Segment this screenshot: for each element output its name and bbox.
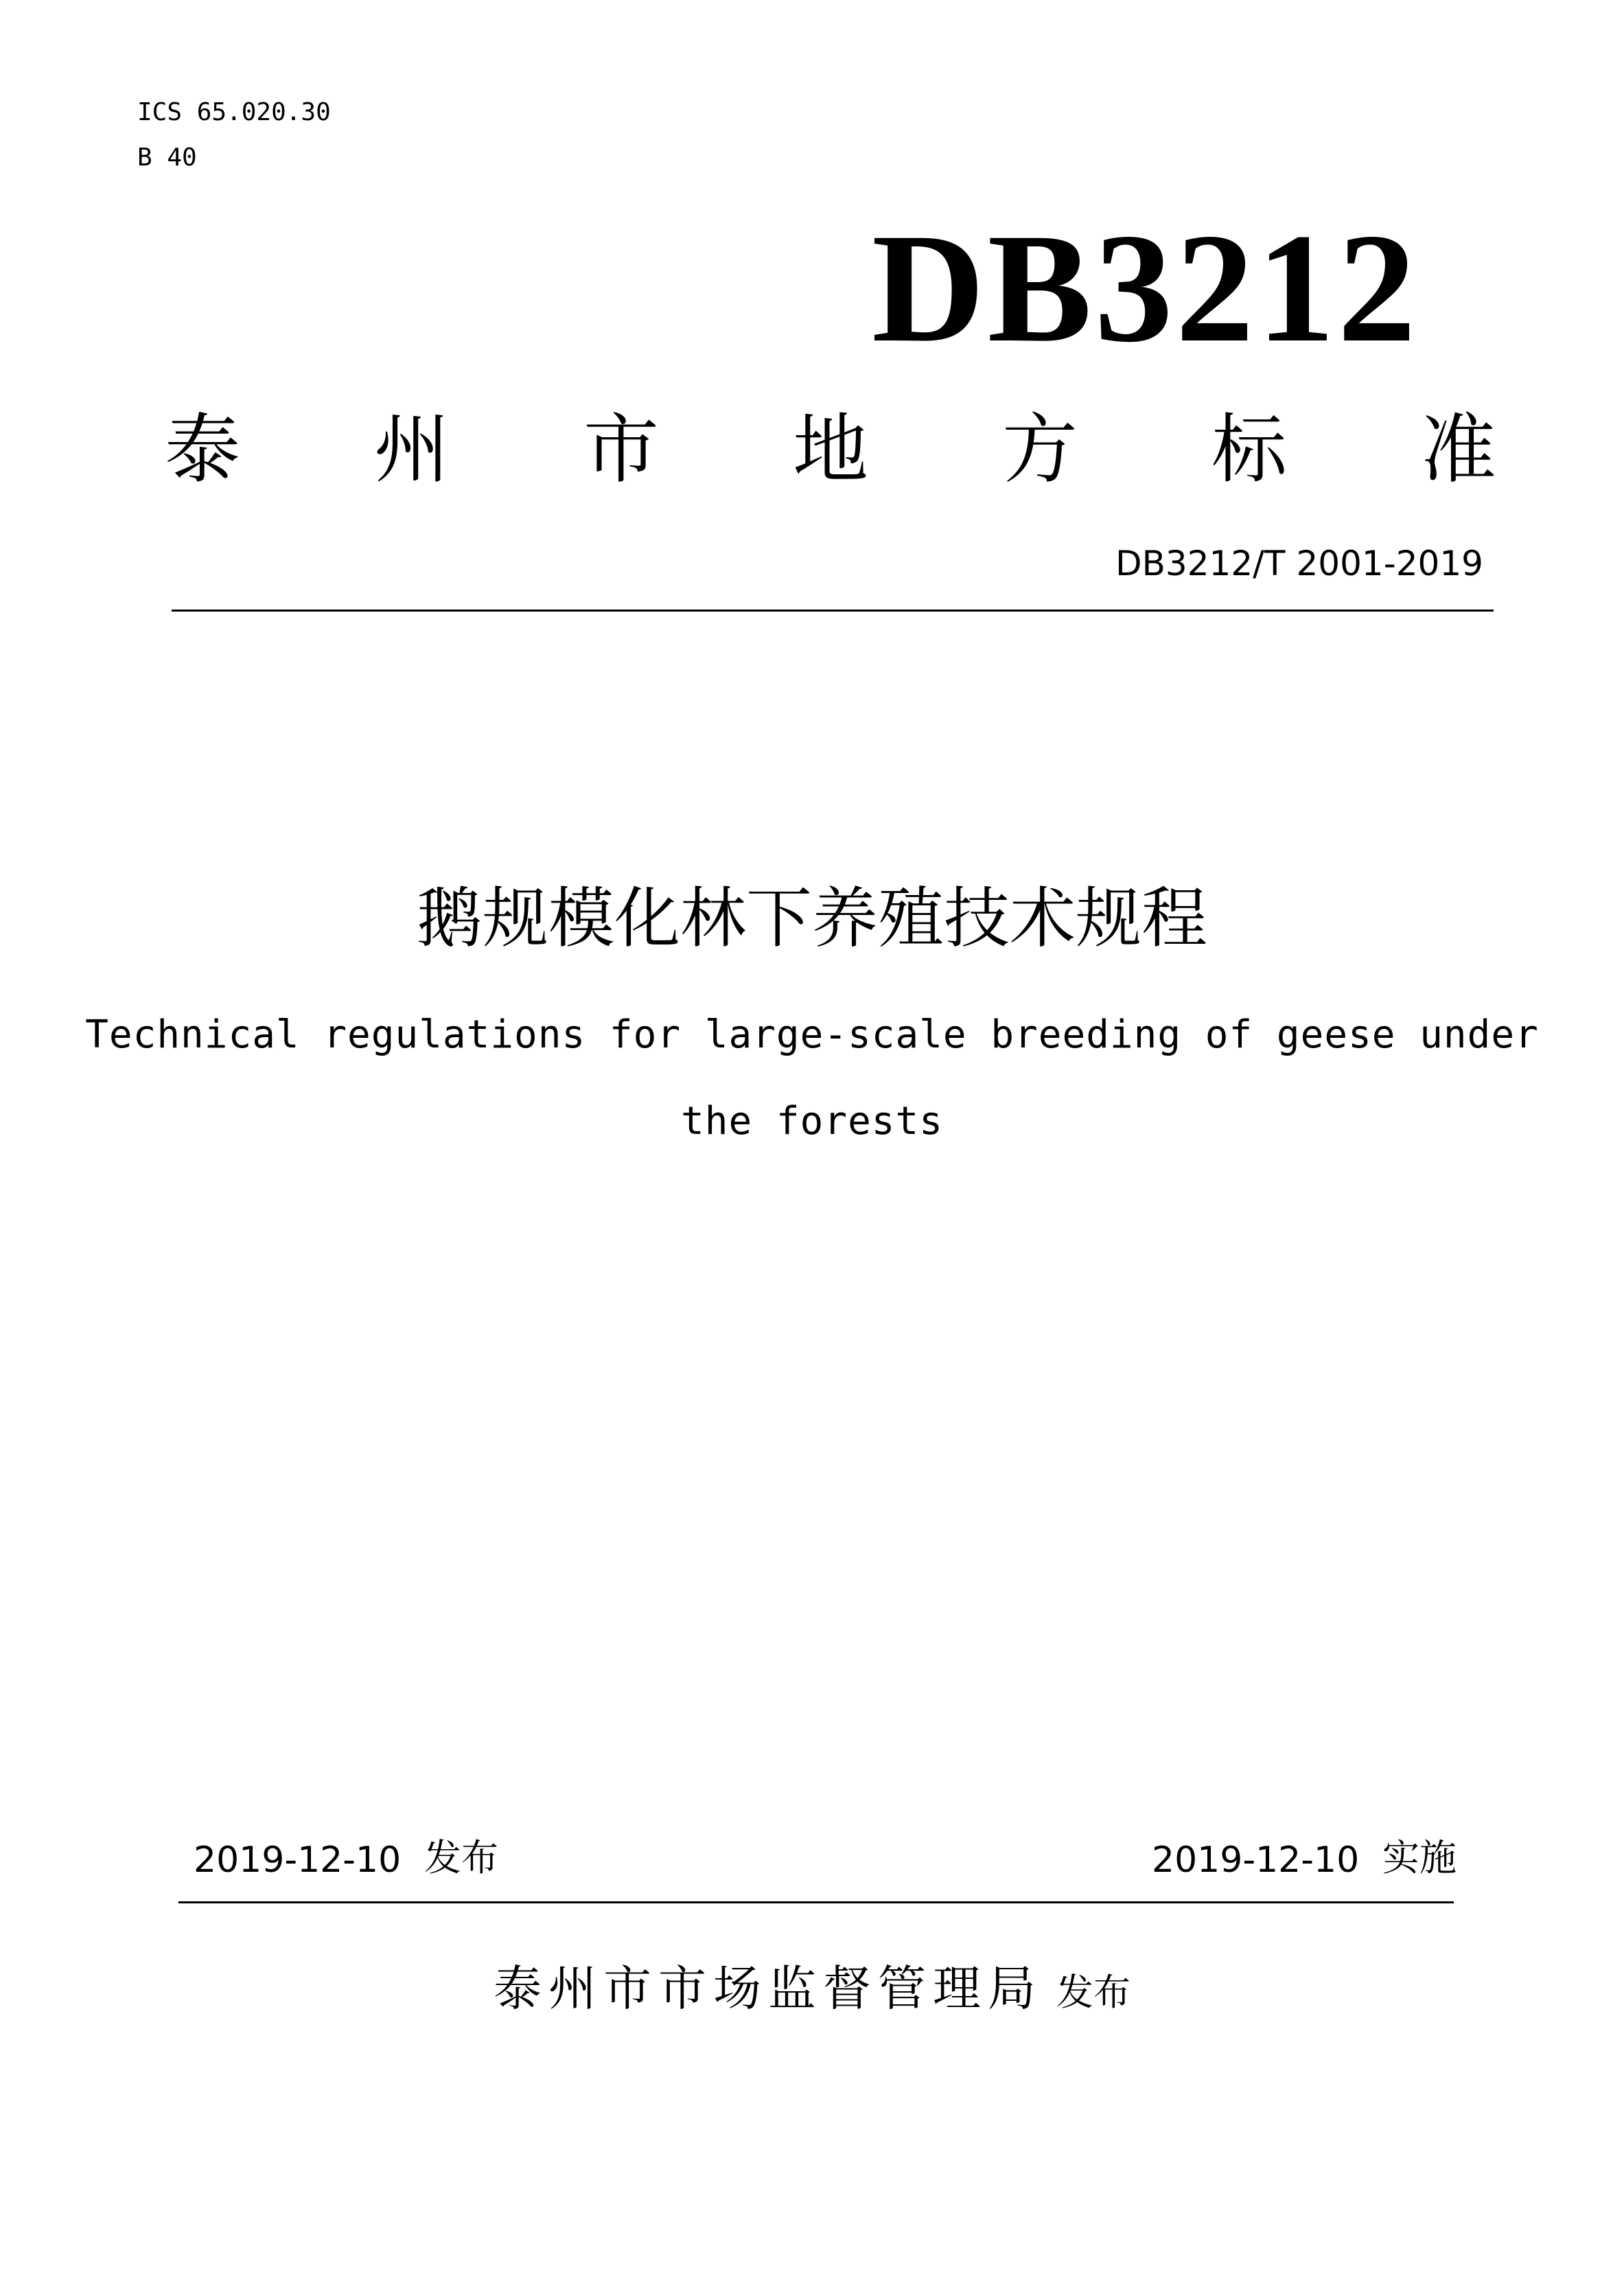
implementation-date: 2019-12-10 <box>1152 1840 1360 1881</box>
issue-label: 发布 <box>424 1836 498 1879</box>
standard-category <box>165 406 1496 494</box>
issuer-line <box>0 1960 1624 2017</box>
title-english-line-1: Technical regulations for large-scale breeding of geese under <box>85 1012 1539 1057</box>
implementation-label: 实施 <box>1382 1836 1457 1879</box>
category-char: 标 <box>1211 406 1287 494</box>
ccs-code: B 40 <box>137 143 197 172</box>
category-char: 地 <box>793 406 868 494</box>
bottom-divider <box>178 1901 1454 1903</box>
issue-date: 2019-12-10 <box>194 1840 402 1881</box>
ics-code: ICS 65.020.30 <box>137 98 331 126</box>
standard-mark: DB3212 <box>872 202 1419 375</box>
top-divider <box>172 610 1494 612</box>
issuer-name: 泰州市市场监督管理局 <box>494 1960 1043 2017</box>
title-english-line-2: the forests <box>681 1099 943 1144</box>
category-char: 市 <box>583 406 659 494</box>
title-chinese: 鹅规模化林下养殖技术规程 <box>417 880 1207 957</box>
category-char: 方 <box>1002 406 1078 494</box>
issuer-suffix: 发布 <box>1056 1971 1130 2014</box>
category-char: 州 <box>374 406 450 494</box>
category-char: 泰 <box>165 406 240 494</box>
standard-number: DB3212/T 2001-2019 <box>1115 544 1483 583</box>
category-char: 准 <box>1421 406 1496 494</box>
